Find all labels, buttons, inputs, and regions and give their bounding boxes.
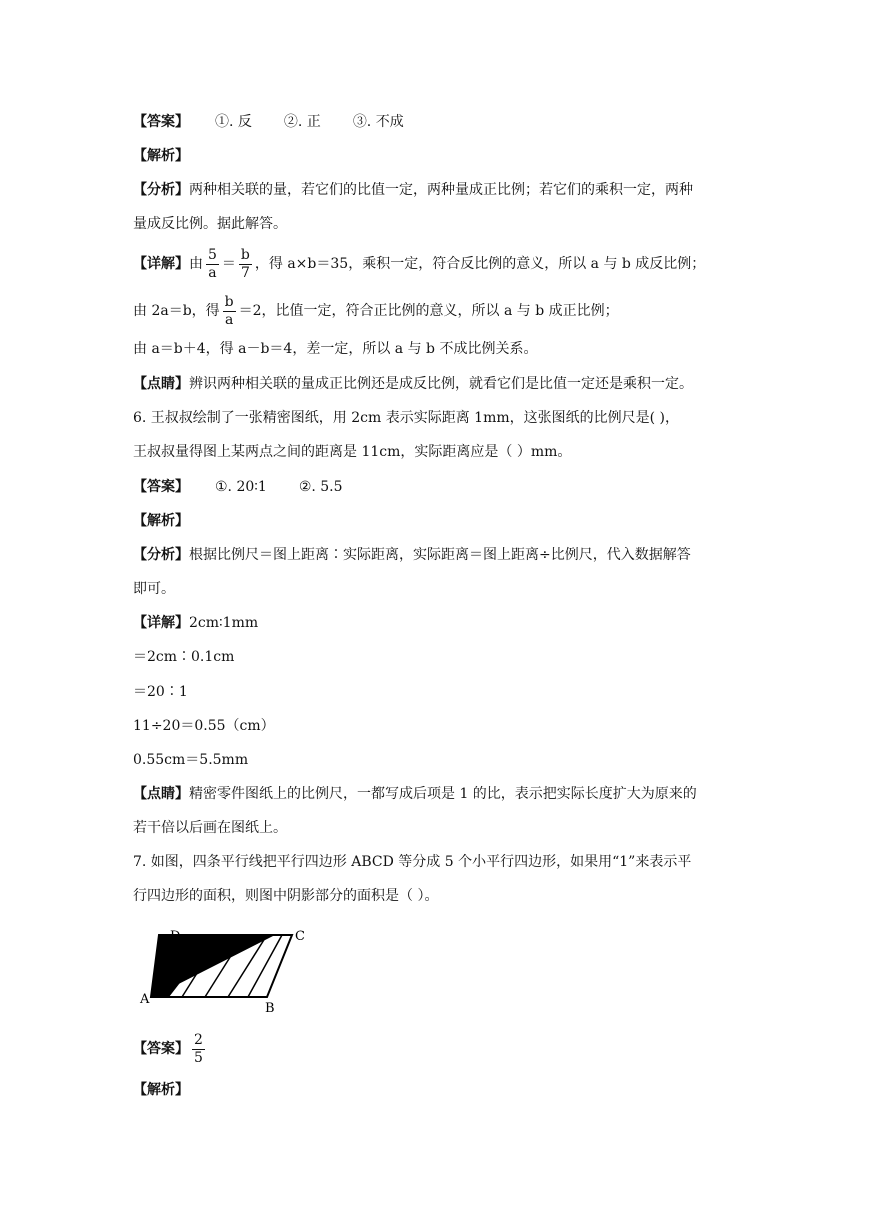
denominator: 7 [240, 264, 250, 281]
equals-sign: ＝ [221, 256, 236, 272]
answer-option-2: ②. 正 [283, 114, 321, 130]
q6-analysis-line-2: 即可。 [133, 581, 175, 597]
q6-answer-line [133, 477, 343, 497]
fenxi-label: 【分析】 [133, 182, 189, 198]
q6-question-line-1: 6. 王叔叔绘制了一张精密图纸，用 2cm 表示实际距离 1mm，这张图纸的比例尺是( )， [133, 410, 680, 426]
xiangjie-label: 【详解】 [133, 256, 189, 272]
dianjing-label: 【点睛】 [133, 376, 189, 392]
q7-answer-line [133, 1027, 208, 1071]
q5-dianjing-line [133, 374, 693, 394]
vertex-label-b: B [265, 1001, 275, 1014]
numerator: b [224, 293, 234, 310]
denominator: a [224, 311, 234, 328]
vertex-label-c: C [295, 929, 305, 944]
jiexi-label: 【解析】 [133, 148, 189, 164]
jiexi-label: 【解析】 [133, 513, 189, 529]
vertex-label-a: A [140, 992, 150, 1007]
step-text: 2cm∶1mm [189, 615, 259, 631]
q7-question-line-2: 行四边形的面积，则图中阴影部分的面积是（ ）。 [133, 888, 439, 904]
fenxi-label: 【分析】 [133, 547, 189, 563]
fraction-b-over-7 [239, 247, 252, 282]
detail-text: ＝2，比值一定，符合正比例的意义，所以 a 与 b 成正比例； [238, 303, 619, 319]
answer-option-1: ①. 20∶1 [215, 479, 267, 495]
fraction-5-over-a [206, 247, 219, 282]
q6-analysis-line-1 [133, 545, 691, 565]
q5-detail-line-1 [133, 246, 705, 282]
numerator: 5 [208, 246, 217, 263]
detail-text: 由 [189, 256, 203, 272]
q6-dianjing-line-2: 若干倍以后画在图纸上。 [133, 820, 287, 836]
q6-dianjing-line-1 [133, 784, 697, 804]
q7-question-line-1: 7. 如图，四条平行线把平行四边形 ABCD 等分成 5 个小平行四边形，如果用“1”来表示平 [133, 854, 692, 870]
answer-fraction [192, 1032, 205, 1067]
fenxi-text: 两种相关联的量，若它们的比值一定，两种量成正比例；若它们的乘积一定，两种 [189, 182, 693, 198]
answer-label: 【答案】 [133, 114, 189, 130]
detail-text: ，得 a×b＝35，乘积一定，符合反比例的意义，所以 a 与 b 成反比例； [254, 256, 706, 272]
dianjing-text: 辨识两种相关联的量成正比例还是成反比例，就看它们是比值一定还是乘积一定。 [189, 376, 693, 392]
fraction-b-over-a [223, 294, 236, 329]
q6-step-2: ＝2cm∶0.1cm [133, 649, 235, 665]
dianjing-text: 精密零件图纸上的比例尺，一都写成后项是 1 的比，表示把实际长度扩大为原来的 [189, 786, 697, 802]
dianjing-label: 【点睛】 [133, 786, 189, 802]
q5-detail-line-2 [133, 293, 619, 329]
answer-label: 【答案】 [133, 1041, 189, 1057]
denominator: a [208, 264, 217, 281]
detail-text: 由 2a＝b，得 [133, 303, 220, 319]
q6-step-5: 0.55cm＝5.5mm [133, 752, 249, 768]
q6-detail-line-1 [133, 613, 258, 633]
vertex-label-d: D [170, 929, 181, 944]
xiangjie-label: 【详解】 [133, 615, 189, 631]
answer-label: 【答案】 [133, 479, 189, 495]
denominator: 5 [194, 1049, 203, 1066]
q5-answer-line [133, 112, 404, 132]
answer-option-2: ②. 5.5 [298, 479, 343, 495]
parallelogram-figure [132, 922, 322, 1014]
jiexi-label: 【解析】 [133, 1082, 189, 1098]
q5-detail-line-3: 由 a＝b＋4，得 a－b＝4，差一定，所以 a 与 b 不成比例关系。 [133, 341, 538, 357]
numerator: b [240, 246, 250, 263]
numerator: 2 [194, 1031, 203, 1048]
q6-question-line-2: 王叔叔量得图上某两点之间的距离是 11cm，实际距离应是（ ）mm。 [133, 444, 572, 460]
q6-step-4: 11÷20＝0.55（cm） [133, 718, 275, 734]
q5-analysis-line-2: 量成反比例。据此解答。 [133, 216, 287, 232]
answer-option-1: ①. 反 [215, 114, 252, 130]
fenxi-text: 根据比例尺＝图上距离∶实际距离，实际距离＝图上距离÷比例尺，代入数据解答 [189, 547, 691, 563]
answer-option-3: ③. 不成 [352, 114, 404, 130]
q5-analysis-line-1 [133, 180, 693, 200]
q6-step-3: ＝20∶1 [133, 684, 188, 700]
